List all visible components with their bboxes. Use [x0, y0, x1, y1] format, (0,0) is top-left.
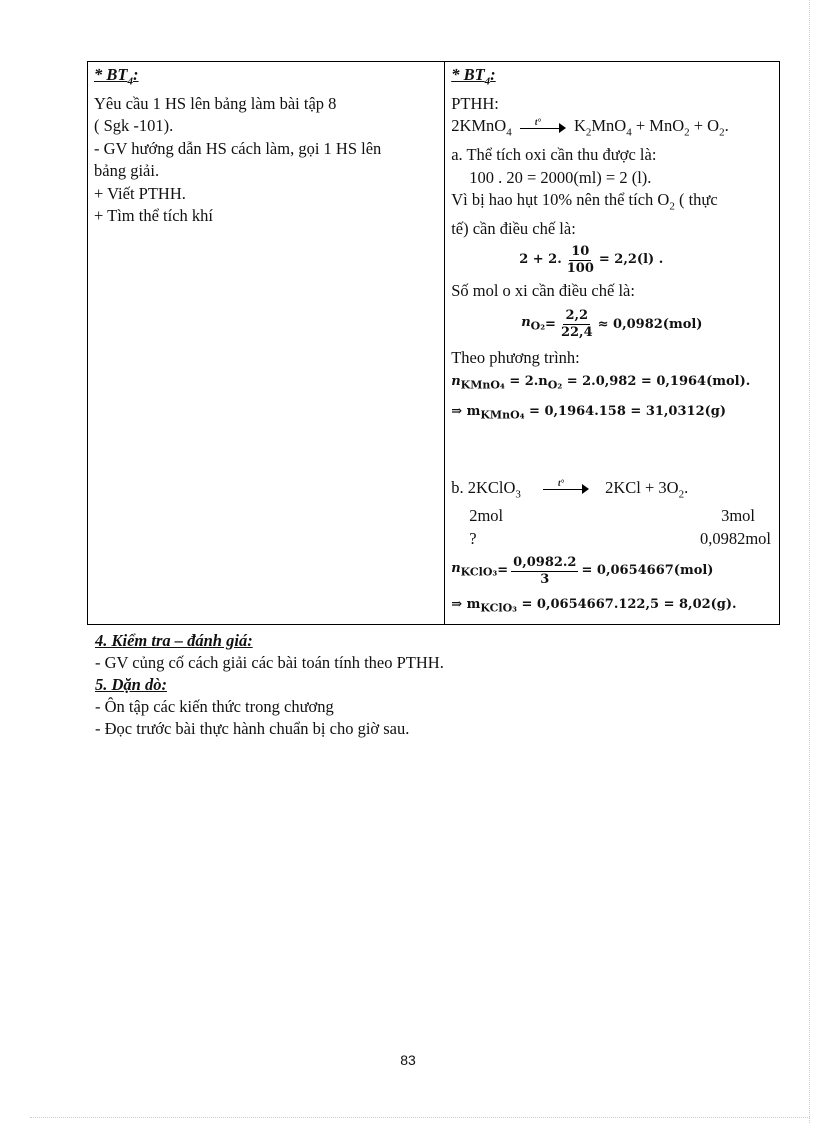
teacher-activity-cell [88, 62, 445, 625]
left-line-2: ( Sgk -101). [94, 116, 174, 136]
mass-kmno4-formula: ⇒ $m_{KMnO_4} = 0,1964.158 = 31,0312(g)$ [451, 403, 727, 422]
section-4 [95, 630, 444, 740]
volume-formula: 2 + 2. $\frac{10}{100}$ = 2,2(l) . [519, 243, 664, 276]
mol-title: Số mol o xi cần điều chế là: [451, 281, 635, 301]
page-right-border [808, 0, 810, 1123]
left-exercise-heading: * $BT_4$: [94, 65, 139, 88]
part-a-title: a. Thể tích oxi cần thu được là: [451, 145, 657, 165]
loss-statement-cont: tế) cần điều chế là: [451, 218, 576, 238]
unknown-row: ? 0,0982mol [469, 528, 771, 548]
part-a-calc: 100 . 20 = 2000(ml) = 2 (l). [469, 167, 652, 187]
section-5-line-2: - Đọc trước bài thực hành chuẩn bị cho giờ sau. [95, 719, 410, 738]
left-line-4: bảng giải. [94, 161, 160, 181]
loss-statement: Vì bị hao hụt 10% nên thể tích $O_2$ ( thực [451, 190, 718, 213]
left-line-1: Yêu cầu 1 HS lên bảng làm bài tập 8 [94, 93, 337, 113]
reaction-arrow-icon: t° [543, 484, 589, 494]
equation-kmno4: 2KMnO$_4$ t° $K_2MnO_4 + MnO_2 + O_2$. [451, 116, 729, 139]
section-4-line: - GV củng cố cách giải các bài toán tính theo PTHH. [95, 653, 444, 672]
spacer [451, 429, 773, 477]
lesson-table [87, 61, 780, 625]
mass-kclo3-formula: ⇒ $m_{KClO_3} = 0,0654667.122,5 = 8,02(g)$. [451, 597, 737, 615]
mol-o2-formula: $n_{O_2}$ = $\frac{2,2}{22,4}$ ≈ 0,0982(mol) [521, 308, 703, 341]
left-line-5: + Viết PTHH. [94, 183, 186, 203]
section-4-title: 4. Kiểm tra – đánh giá: [95, 631, 253, 650]
section-5-title: 5. Dặn dò: [95, 675, 167, 694]
right-exercise-heading: * $BT_4$: [451, 65, 496, 88]
reaction-arrow-icon: t° [520, 123, 566, 133]
mol-kclo3-formula: $n_{KClO_3}$ = $\frac{0,0982.2}{3}$ = 0,0654667(mol) [451, 554, 714, 587]
equation-kclo3: b. 2KClO$_3$ t° $2KCl + 3O_2$. [451, 477, 689, 500]
left-line-3: - GV hướng dẫn HS cách làm, gọi 1 HS lên [94, 138, 382, 158]
page-number: 83 [400, 1052, 416, 1068]
theo-phuong-trinh: Theo phương trình: [451, 347, 580, 367]
pthh-label: PTHH: [451, 93, 499, 113]
mol-ratio-row: 2mol 3mol [469, 506, 755, 526]
left-line-6: + Tìm thể tích khí [94, 206, 213, 226]
mol-kmno4-formula: $n_{KMnO_4} = 2.n_{O_2} = 2.0,982 = 0,1964(mol)$. [451, 374, 751, 392]
section-5-line-1: - Ôn tập các kiến thức trong chương [95, 697, 334, 716]
page-bottom-border [30, 1117, 810, 1119]
student-activity-cell [445, 62, 780, 625]
